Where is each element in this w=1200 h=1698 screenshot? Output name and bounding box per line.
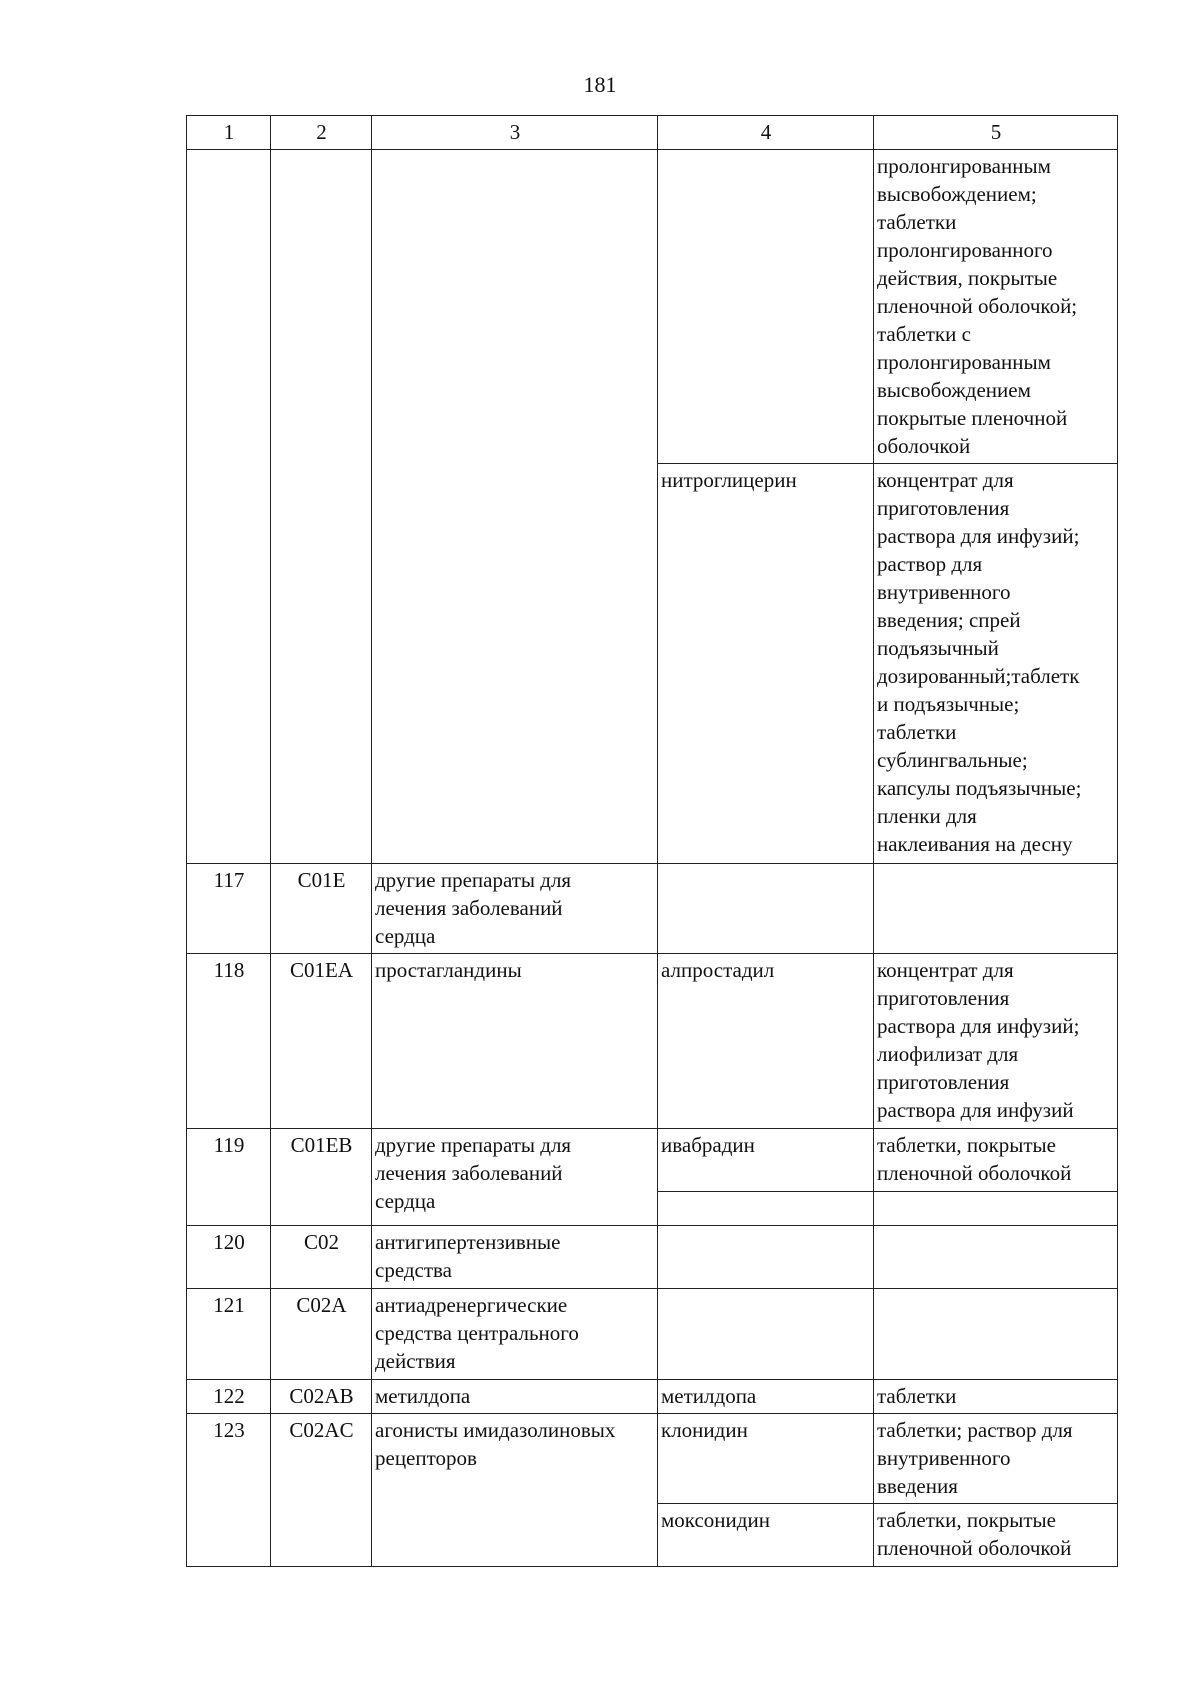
table-row [187, 1380, 1118, 1414]
page-number: 181 [583, 72, 617, 97]
dosage-form-cell [874, 1192, 1118, 1226]
atc-code-cell: C02AB [271, 1380, 372, 1414]
dosage-form-cell [874, 1289, 1118, 1380]
column-header: 4 [658, 116, 874, 150]
dosage-form-cell [874, 864, 1118, 954]
dosage-form-cell: таблетки, покрытые пленочной оболочкой [874, 1504, 1118, 1567]
dosage-form-cell: пролонгированным высвобождением; таблетки пролонгированного действия, покрытые пленочной оболочкой; таблетки с пролонгированным высвобождением покрытые пленочной оболочкой [874, 150, 1118, 464]
row-number-cell [187, 150, 271, 864]
atc-code-cell: C02 [271, 1226, 372, 1289]
table-row [187, 1129, 1118, 1192]
group-name-cell: простагландины [372, 954, 658, 1129]
table-row [187, 954, 1118, 1129]
row-number-cell: 118 [187, 954, 271, 1129]
atc-code-cell: C01EB [271, 1129, 372, 1226]
drug-name-cell: ивабрадин [658, 1129, 874, 1192]
drug-name-cell [658, 150, 874, 464]
column-header: 5 [874, 116, 1118, 150]
table-header-row [187, 116, 1118, 150]
atc-code-cell: C01E [271, 864, 372, 954]
row-number-cell: 123 [187, 1414, 271, 1567]
row-number-cell: 120 [187, 1226, 271, 1289]
dosage-form-cell: концентрат для приготовления раствора для инфузий; раствор для внутривенного введения; спрей подъязычный дозированный;таблетк и подъязычные; таблетки сублингвальные; капсулы подъязычные; пленки для наклеивания на десну [874, 464, 1118, 864]
dosage-form-cell [874, 1226, 1118, 1289]
group-name-cell: агонисты имидазолиновых рецепторов [372, 1414, 658, 1567]
row-number-cell: 121 [187, 1289, 271, 1380]
table-row [187, 1414, 1118, 1504]
column-header: 1 [187, 116, 271, 150]
atc-code-cell: C02AC [271, 1414, 372, 1567]
drug-name-cell: алпростадил [658, 954, 874, 1129]
drug-name-cell: моксонидин [658, 1504, 874, 1567]
drug-name-cell [658, 1226, 874, 1289]
group-name-cell: другие препараты для лечения заболеваний сердца [372, 864, 658, 954]
atc-code-cell: C02A [271, 1289, 372, 1380]
group-name-cell: другие препараты для лечения заболеваний сердца [372, 1129, 658, 1226]
row-number-cell: 117 [187, 864, 271, 954]
drug-name-cell [658, 864, 874, 954]
group-name-cell: антиадренергические средства центрального действия [372, 1289, 658, 1380]
group-name-cell: метилдопа [372, 1380, 658, 1414]
drug-name-cell [658, 1289, 874, 1380]
dosage-form-cell: концентрат для приготовления раствора для инфузий; лиофилизат для приготовления раствора для инфузий [874, 954, 1118, 1129]
atc-code-cell [271, 150, 372, 864]
drug-name-cell [658, 1192, 874, 1226]
table-row [187, 1226, 1118, 1289]
dosage-form-cell: таблетки; раствор для внутривенного введения [874, 1414, 1118, 1504]
dosage-form-cell: таблетки, покрытые пленочной оболочкой [874, 1129, 1118, 1192]
table-row [187, 150, 1118, 464]
dosage-form-cell: таблетки [874, 1380, 1118, 1414]
drug-name-cell: нитроглицерин [658, 464, 874, 864]
column-header: 2 [271, 116, 372, 150]
group-name-cell: антигипертензивные средства [372, 1226, 658, 1289]
row-number-cell: 122 [187, 1380, 271, 1414]
group-name-cell [372, 150, 658, 864]
table-row [187, 1289, 1118, 1380]
atc-code-cell: C01EA [271, 954, 372, 1129]
drug-table [186, 115, 1118, 1567]
drug-name-cell: клонидин [658, 1414, 874, 1504]
column-header: 3 [372, 116, 658, 150]
table-row [187, 864, 1118, 954]
drug-name-cell: метилдопа [658, 1380, 874, 1414]
row-number-cell: 119 [187, 1129, 271, 1226]
